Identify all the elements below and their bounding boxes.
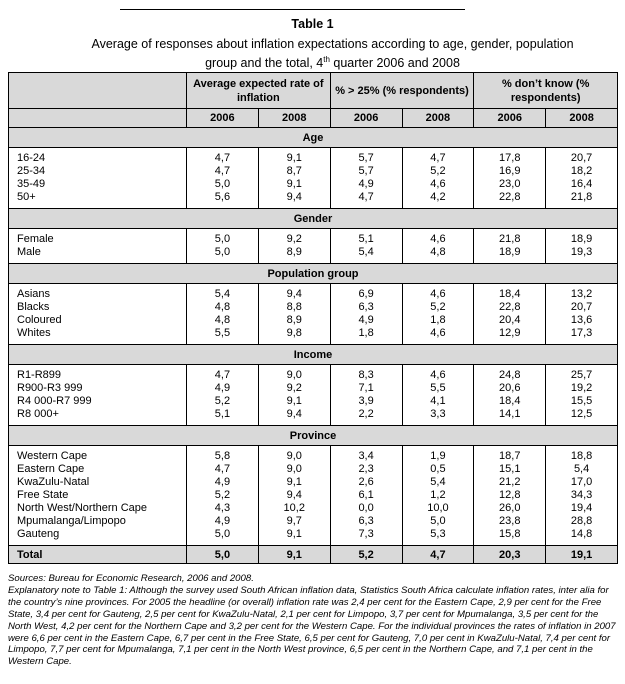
header-blank: [9, 73, 187, 109]
value-cell: 1,8: [402, 314, 474, 327]
value-cell: 8,7: [258, 165, 330, 178]
value-cell: 19,3: [546, 246, 618, 259]
value-cell: 9,2: [258, 233, 330, 246]
section-header-row: [9, 209, 618, 229]
value-cell: 12,5: [546, 408, 618, 421]
value-cell: 9,7: [258, 515, 330, 528]
row-label: Female: [9, 233, 187, 246]
value-cell: 9,0: [258, 450, 330, 463]
value-cell: 4,7: [187, 369, 259, 382]
value-cell: 13,6: [546, 314, 618, 327]
value-cell: 21,8: [546, 191, 618, 204]
row-label: 16-24: [9, 152, 187, 165]
table-row: [9, 463, 618, 476]
top-rule: [120, 9, 465, 10]
value-cell: 8,3: [330, 369, 402, 382]
value-cell: 4,8: [187, 301, 259, 314]
value-cell: 20,6: [474, 382, 546, 395]
value-cell: 21,2: [474, 476, 546, 489]
row-label: Coloured: [9, 314, 187, 327]
value-cell: 17,0: [546, 476, 618, 489]
value-cell: 5,2: [187, 489, 259, 502]
table-row: [9, 327, 618, 340]
table-row: [9, 395, 618, 408]
row-label: Western Cape: [9, 450, 187, 463]
total-row: [9, 546, 618, 564]
value-cell: 34,3: [546, 489, 618, 502]
section-title: Income: [9, 345, 618, 365]
table-title: Table 1: [291, 17, 334, 31]
value-cell: 25,7: [546, 369, 618, 382]
table-row: [9, 476, 618, 489]
value-cell: 3,4: [330, 450, 402, 463]
value-cell: 14,1: [474, 408, 546, 421]
value-cell: 5,4: [330, 246, 402, 259]
table-row: [9, 152, 618, 165]
value-cell: 5,6: [187, 191, 259, 204]
value-cell: 4,6: [402, 288, 474, 301]
value-cell: 16,9: [474, 165, 546, 178]
table-row: [9, 369, 618, 382]
value-cell: 4,6: [402, 233, 474, 246]
year-header: 2006: [187, 109, 259, 128]
value-cell: 8,9: [258, 314, 330, 327]
value-cell: 4,6: [402, 327, 474, 340]
value-cell: 4,8: [402, 246, 474, 259]
table-row: [9, 246, 618, 259]
value-cell: 28,8: [546, 515, 618, 528]
section-title: Gender: [9, 209, 618, 229]
table-row: [9, 314, 618, 327]
value-cell: 9,4: [258, 489, 330, 502]
value-cell: 4,2: [402, 191, 474, 204]
table-row: [9, 233, 618, 246]
value-cell: 4,8: [187, 314, 259, 327]
value-cell: 3,3: [402, 408, 474, 421]
header-group-row: [9, 73, 618, 109]
value-cell: 18,9: [546, 233, 618, 246]
value-cell: 7,1: [330, 382, 402, 395]
value-cell: 4,9: [187, 476, 259, 489]
subtitle-line-2: group and the total, 4th quarter 2006 and 2008: [205, 55, 460, 71]
row-label: KwaZulu-Natal: [9, 476, 187, 489]
value-cell: 12,8: [474, 489, 546, 502]
value-cell: 14,8: [546, 528, 618, 541]
total-value: 4,7: [402, 546, 474, 564]
row-label: R8 000+: [9, 408, 187, 421]
value-cell: 18,9: [474, 246, 546, 259]
header-over-25: % > 25% (% respondents): [330, 73, 474, 109]
value-cell: 4,3: [187, 502, 259, 515]
total-value: 5,0: [187, 546, 259, 564]
value-cell: 0,0: [330, 502, 402, 515]
value-cell: 5,8: [187, 450, 259, 463]
value-cell: 5,3: [402, 528, 474, 541]
value-cell: 18,8: [546, 450, 618, 463]
value-cell: 13,2: [546, 288, 618, 301]
value-cell: 9,4: [258, 288, 330, 301]
year-header: 2008: [402, 109, 474, 128]
value-cell: 10,0: [402, 502, 474, 515]
value-cell: 5,0: [187, 233, 259, 246]
value-cell: 5,7: [330, 152, 402, 165]
total-value: 5,2: [330, 546, 402, 564]
value-cell: 5,0: [187, 178, 259, 191]
value-cell: 7,3: [330, 528, 402, 541]
value-cell: 9,0: [258, 369, 330, 382]
table-row: [9, 382, 618, 395]
value-cell: 4,7: [402, 152, 474, 165]
table-row: [9, 191, 618, 204]
value-cell: 16,4: [546, 178, 618, 191]
value-cell: 6,3: [330, 301, 402, 314]
row-label: R1-R899: [9, 369, 187, 382]
header-dont-know: % don’t know (% respondents): [474, 73, 618, 109]
value-cell: 18,4: [474, 395, 546, 408]
table-subtitle: [40, 37, 625, 71]
value-cell: 1,8: [330, 327, 402, 340]
total-value: 19,1: [546, 546, 618, 564]
value-cell: 5,5: [402, 382, 474, 395]
value-cell: 5,4: [402, 476, 474, 489]
value-cell: 5,4: [187, 288, 259, 301]
value-cell: 15,1: [474, 463, 546, 476]
row-label: Gauteng: [9, 528, 187, 541]
value-cell: 22,8: [474, 191, 546, 204]
table-row: [9, 288, 618, 301]
table-row: [9, 301, 618, 314]
total-value: 9,1: [258, 546, 330, 564]
value-cell: 9,4: [258, 408, 330, 421]
table-row: [9, 489, 618, 502]
header-blank: [9, 109, 187, 128]
value-cell: 5,2: [402, 301, 474, 314]
year-header: 2006: [330, 109, 402, 128]
value-cell: 4,7: [187, 165, 259, 178]
row-label: North West/Northern Cape: [9, 502, 187, 515]
section-header-row: [9, 128, 618, 148]
table-row: [9, 165, 618, 178]
value-cell: 4,6: [402, 178, 474, 191]
value-cell: 5,5: [187, 327, 259, 340]
value-cell: 4,9: [330, 178, 402, 191]
value-cell: 9,1: [258, 178, 330, 191]
total-value: 20,3: [474, 546, 546, 564]
table-row: [9, 450, 618, 463]
value-cell: 2,2: [330, 408, 402, 421]
explanatory-note: Explanatory note to Table 1: Although the survey used South African inflation data, Statistics South Africa calculate inflation rates, inter alia for the country’s nine provinces. For 2005 the headline (or overall) inflation rate was 2,4 per cent for the Eastern Cape, 2,9 per cent for the Free State, 3,4 per cent for Gauteng, 2,5 per cent for KwaZulu-Natal, 2,1 per cent for Limpopo, 3,7 per cent for Mpumalanga, 3,5 per cent for the North West, 4,2 per cent for the Northern Cape and 3,2 per cent for the Western Cape. For the individual provinces the rates of inflation in 2007 were 6,6 per cent in the Eastern Cape, 6,7 per cent in the Free State, 6,5 per cent for Gauteng, 7,0 per cent in KwaZulu-Natal, 7,4 per cent for Limpopo, 7,7 per cent for Mpumalanga, 7,1 per cent in the North West province, 6,5 per cent in the Northern Cape, and 7,1 per cent in the Western Cape.: [8, 584, 616, 668]
value-cell: 17,3: [546, 327, 618, 340]
value-cell: 5,1: [330, 233, 402, 246]
value-cell: 5,2: [402, 165, 474, 178]
value-cell: 1,2: [402, 489, 474, 502]
value-cell: 8,9: [258, 246, 330, 259]
value-cell: 15,8: [474, 528, 546, 541]
value-cell: 9,2: [258, 382, 330, 395]
table-row: [9, 178, 618, 191]
row-label: Male: [9, 246, 187, 259]
header-year-row: [9, 109, 618, 128]
year-header: 2006: [474, 109, 546, 128]
value-cell: 5,0: [402, 515, 474, 528]
value-cell: 9,8: [258, 327, 330, 340]
value-cell: 18,7: [474, 450, 546, 463]
section-header-row: [9, 345, 618, 365]
year-header: 2008: [258, 109, 330, 128]
value-cell: 20,7: [546, 301, 618, 314]
value-cell: 5,1: [187, 408, 259, 421]
row-label: Whites: [9, 327, 187, 340]
value-cell: 4,7: [187, 152, 259, 165]
value-cell: 18,2: [546, 165, 618, 178]
value-cell: 2,6: [330, 476, 402, 489]
value-cell: 19,4: [546, 502, 618, 515]
row-label: 25-34: [9, 165, 187, 178]
table-row: [9, 515, 618, 528]
value-cell: 5,0: [187, 528, 259, 541]
table-row: [9, 502, 618, 515]
value-cell: 5,4: [546, 463, 618, 476]
value-cell: 6,9: [330, 288, 402, 301]
header-avg-expected: Average expected rate of inflation: [187, 73, 331, 109]
value-cell: 4,6: [402, 369, 474, 382]
value-cell: 21,8: [474, 233, 546, 246]
inflation-table: [8, 72, 618, 564]
value-cell: 4,9: [187, 515, 259, 528]
value-cell: 9,1: [258, 528, 330, 541]
value-cell: 5,7: [330, 165, 402, 178]
table-row: [9, 528, 618, 541]
row-label: R4 000-R7 999: [9, 395, 187, 408]
value-cell: 9,4: [258, 191, 330, 204]
value-cell: 8,8: [258, 301, 330, 314]
section-title: Age: [9, 128, 618, 148]
value-cell: 9,1: [258, 152, 330, 165]
section-header-row: [9, 264, 618, 284]
subtitle-line-1: Average of responses about inflation expectations according to age, gender, population: [91, 37, 574, 51]
value-cell: 6,1: [330, 489, 402, 502]
value-cell: 24,8: [474, 369, 546, 382]
section-title: Province: [9, 426, 618, 446]
value-cell: 4,7: [330, 191, 402, 204]
value-cell: 20,7: [546, 152, 618, 165]
row-label: Blacks: [9, 301, 187, 314]
row-label: Eastern Cape: [9, 463, 187, 476]
value-cell: 20,4: [474, 314, 546, 327]
table-row: [9, 408, 618, 421]
value-cell: 4,9: [330, 314, 402, 327]
sources-note: Sources: Bureau for Economic Research, 2006 and 2008.: [8, 573, 254, 584]
value-cell: 4,1: [402, 395, 474, 408]
section-header-row: [9, 426, 618, 446]
value-cell: 1,9: [402, 450, 474, 463]
row-label: 50+: [9, 191, 187, 204]
row-label: Free State: [9, 489, 187, 502]
value-cell: 10,2: [258, 502, 330, 515]
value-cell: 2,3: [330, 463, 402, 476]
value-cell: 17,8: [474, 152, 546, 165]
value-cell: 18,4: [474, 288, 546, 301]
row-label: Asians: [9, 288, 187, 301]
value-cell: 5,0: [187, 246, 259, 259]
row-label: 35-49: [9, 178, 187, 191]
value-cell: 23,0: [474, 178, 546, 191]
value-cell: 5,2: [187, 395, 259, 408]
section-title: Population group: [9, 264, 618, 284]
value-cell: 9,1: [258, 476, 330, 489]
value-cell: 23,8: [474, 515, 546, 528]
value-cell: 4,9: [187, 382, 259, 395]
notes: [8, 573, 618, 668]
value-cell: 19,2: [546, 382, 618, 395]
row-label: Mpumalanga/Limpopo: [9, 515, 187, 528]
total-label: Total: [9, 546, 187, 564]
value-cell: 0,5: [402, 463, 474, 476]
value-cell: 4,7: [187, 463, 259, 476]
row-label: R900-R3 999: [9, 382, 187, 395]
year-header: 2008: [546, 109, 618, 128]
value-cell: 22,8: [474, 301, 546, 314]
value-cell: 6,3: [330, 515, 402, 528]
value-cell: 12,9: [474, 327, 546, 340]
value-cell: 9,1: [258, 395, 330, 408]
value-cell: 15,5: [546, 395, 618, 408]
value-cell: 26,0: [474, 502, 546, 515]
value-cell: 9,0: [258, 463, 330, 476]
value-cell: 3,9: [330, 395, 402, 408]
